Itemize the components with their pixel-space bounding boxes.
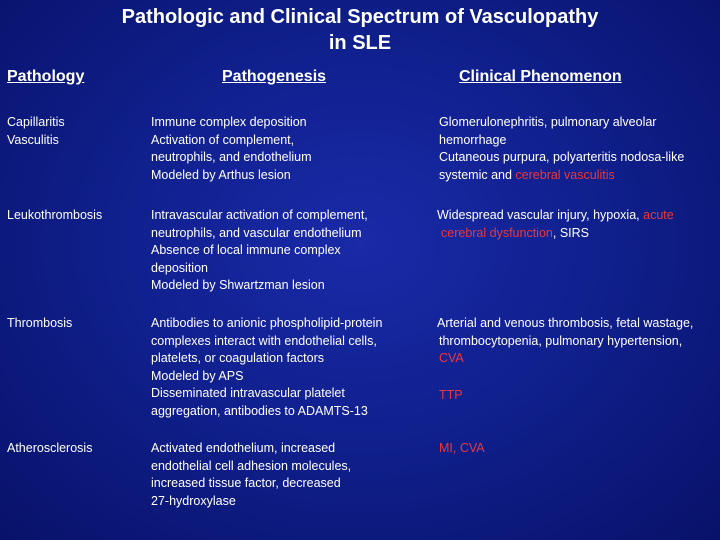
row4-pathogenesis-line: endothelial cell adhesion molecules, [151, 458, 352, 473]
row3-pathology-line: Thrombosis [7, 316, 73, 330]
row4-pathogenesis-line: 27-hydroxylase [151, 493, 236, 508]
row3-clinical [437, 315, 720, 404]
row3-pathogenesis-line: aggregation, antibodies to ADAMTS-13 [151, 403, 368, 418]
row3-pathogenesis-line: complexes interact with endothelial cells, [151, 333, 377, 348]
row1-pathogenesis [151, 114, 312, 184]
row1-pathology-line: Vasculitis [7, 132, 59, 147]
row4-pathogenesis [151, 440, 351, 510]
row4-pathology-line: Atherosclerosis [7, 441, 93, 455]
row1-clinical-highlight: cerebral vasculitis [515, 167, 615, 182]
row2-pathogenesis [151, 207, 368, 295]
row2-pathogenesis-line: Intravascular activation of complement, [151, 208, 368, 222]
row2-clinical-text: , SIRS [552, 225, 589, 240]
row2-clinical-highlight: cerebral dysfunction [441, 225, 553, 240]
row1-clinical-line [439, 167, 684, 185]
row3-clinical-line: thrombocytopenia, pulmonary hypertension, [439, 333, 683, 348]
row2-pathology [7, 207, 102, 225]
row1-pathology-line: Capillaritis [7, 115, 65, 129]
header-clinical-phenomenon: Clinical Phenomenon [459, 68, 622, 85]
row2-clinical-text: Widespread vascular injury, hypoxia, [437, 208, 644, 222]
row3-clinical-spacer [437, 368, 720, 387]
row1-clinical-text: systemic and [439, 167, 516, 182]
row4-pathogenesis-line: Activated endothelium, increased [151, 441, 336, 455]
slide-title-line-1: Pathologic and Clinical Spectrum of Vasculopathy [121, 6, 599, 28]
row1-pathogenesis-line: Activation of complement, [151, 132, 295, 147]
row3-pathogenesis [151, 315, 382, 420]
row4-clinical [439, 440, 485, 458]
slide-title [0, 4, 720, 56]
header-pathogenesis: Pathogenesis [222, 68, 327, 85]
row1-clinical-line: Cutaneous purpura, polyarteritis nodosa-like [439, 150, 685, 164]
row2-pathogenesis-line: Modeled by Shwartzman lesion [151, 278, 325, 292]
row3-pathogenesis-line: Modeled by APS [151, 368, 244, 383]
row1-clinical-line: hemorrhage [439, 132, 507, 147]
row1-clinical [439, 114, 684, 184]
row2-pathogenesis-line: neutrophils, and vascular endothelium [151, 225, 362, 240]
row2-clinical-line [437, 225, 674, 243]
row1-clinical-line: Glomerulonephritis, pulmonary alveolar [439, 115, 657, 129]
row1-pathogenesis-line: neutrophils, and endothelium [151, 150, 312, 164]
row2-clinical-highlight: acute [643, 208, 674, 222]
row1-pathogenesis-line: Modeled by Arthus lesion [151, 167, 291, 182]
row3-clinical-highlight: TTP [439, 387, 463, 402]
row3-clinical-highlight: CVA [439, 351, 464, 365]
row3-pathogenesis-line: Antibodies to anionic phospholipid-protein [151, 316, 383, 330]
row3-pathogenesis-line: Disseminated intravascular platelet [151, 386, 345, 400]
slide-title-line-2: in SLE [328, 32, 392, 54]
row2-clinical [437, 207, 674, 242]
row3-clinical-line: Arterial and venous thrombosis, fetal wastage, [437, 316, 694, 330]
row1-pathology [7, 114, 65, 149]
row3-pathogenesis-line: platelets, or coagulation factors [151, 351, 325, 365]
row2-pathogenesis-line: Absence of local immune complex [151, 243, 341, 257]
row1-pathogenesis-line: Immune complex deposition [151, 115, 307, 129]
row2-pathology-line: Leukothrombosis [7, 208, 103, 222]
row4-clinical-highlight: MI, CVA [439, 441, 485, 455]
row4-pathogenesis-line: increased tissue factor, decreased [151, 476, 341, 490]
row3-pathology [7, 315, 72, 333]
row4-pathology [7, 440, 92, 458]
header-pathology: Pathology [7, 68, 85, 85]
row2-pathogenesis-line: deposition [151, 260, 208, 275]
row2-clinical-line [437, 207, 674, 225]
